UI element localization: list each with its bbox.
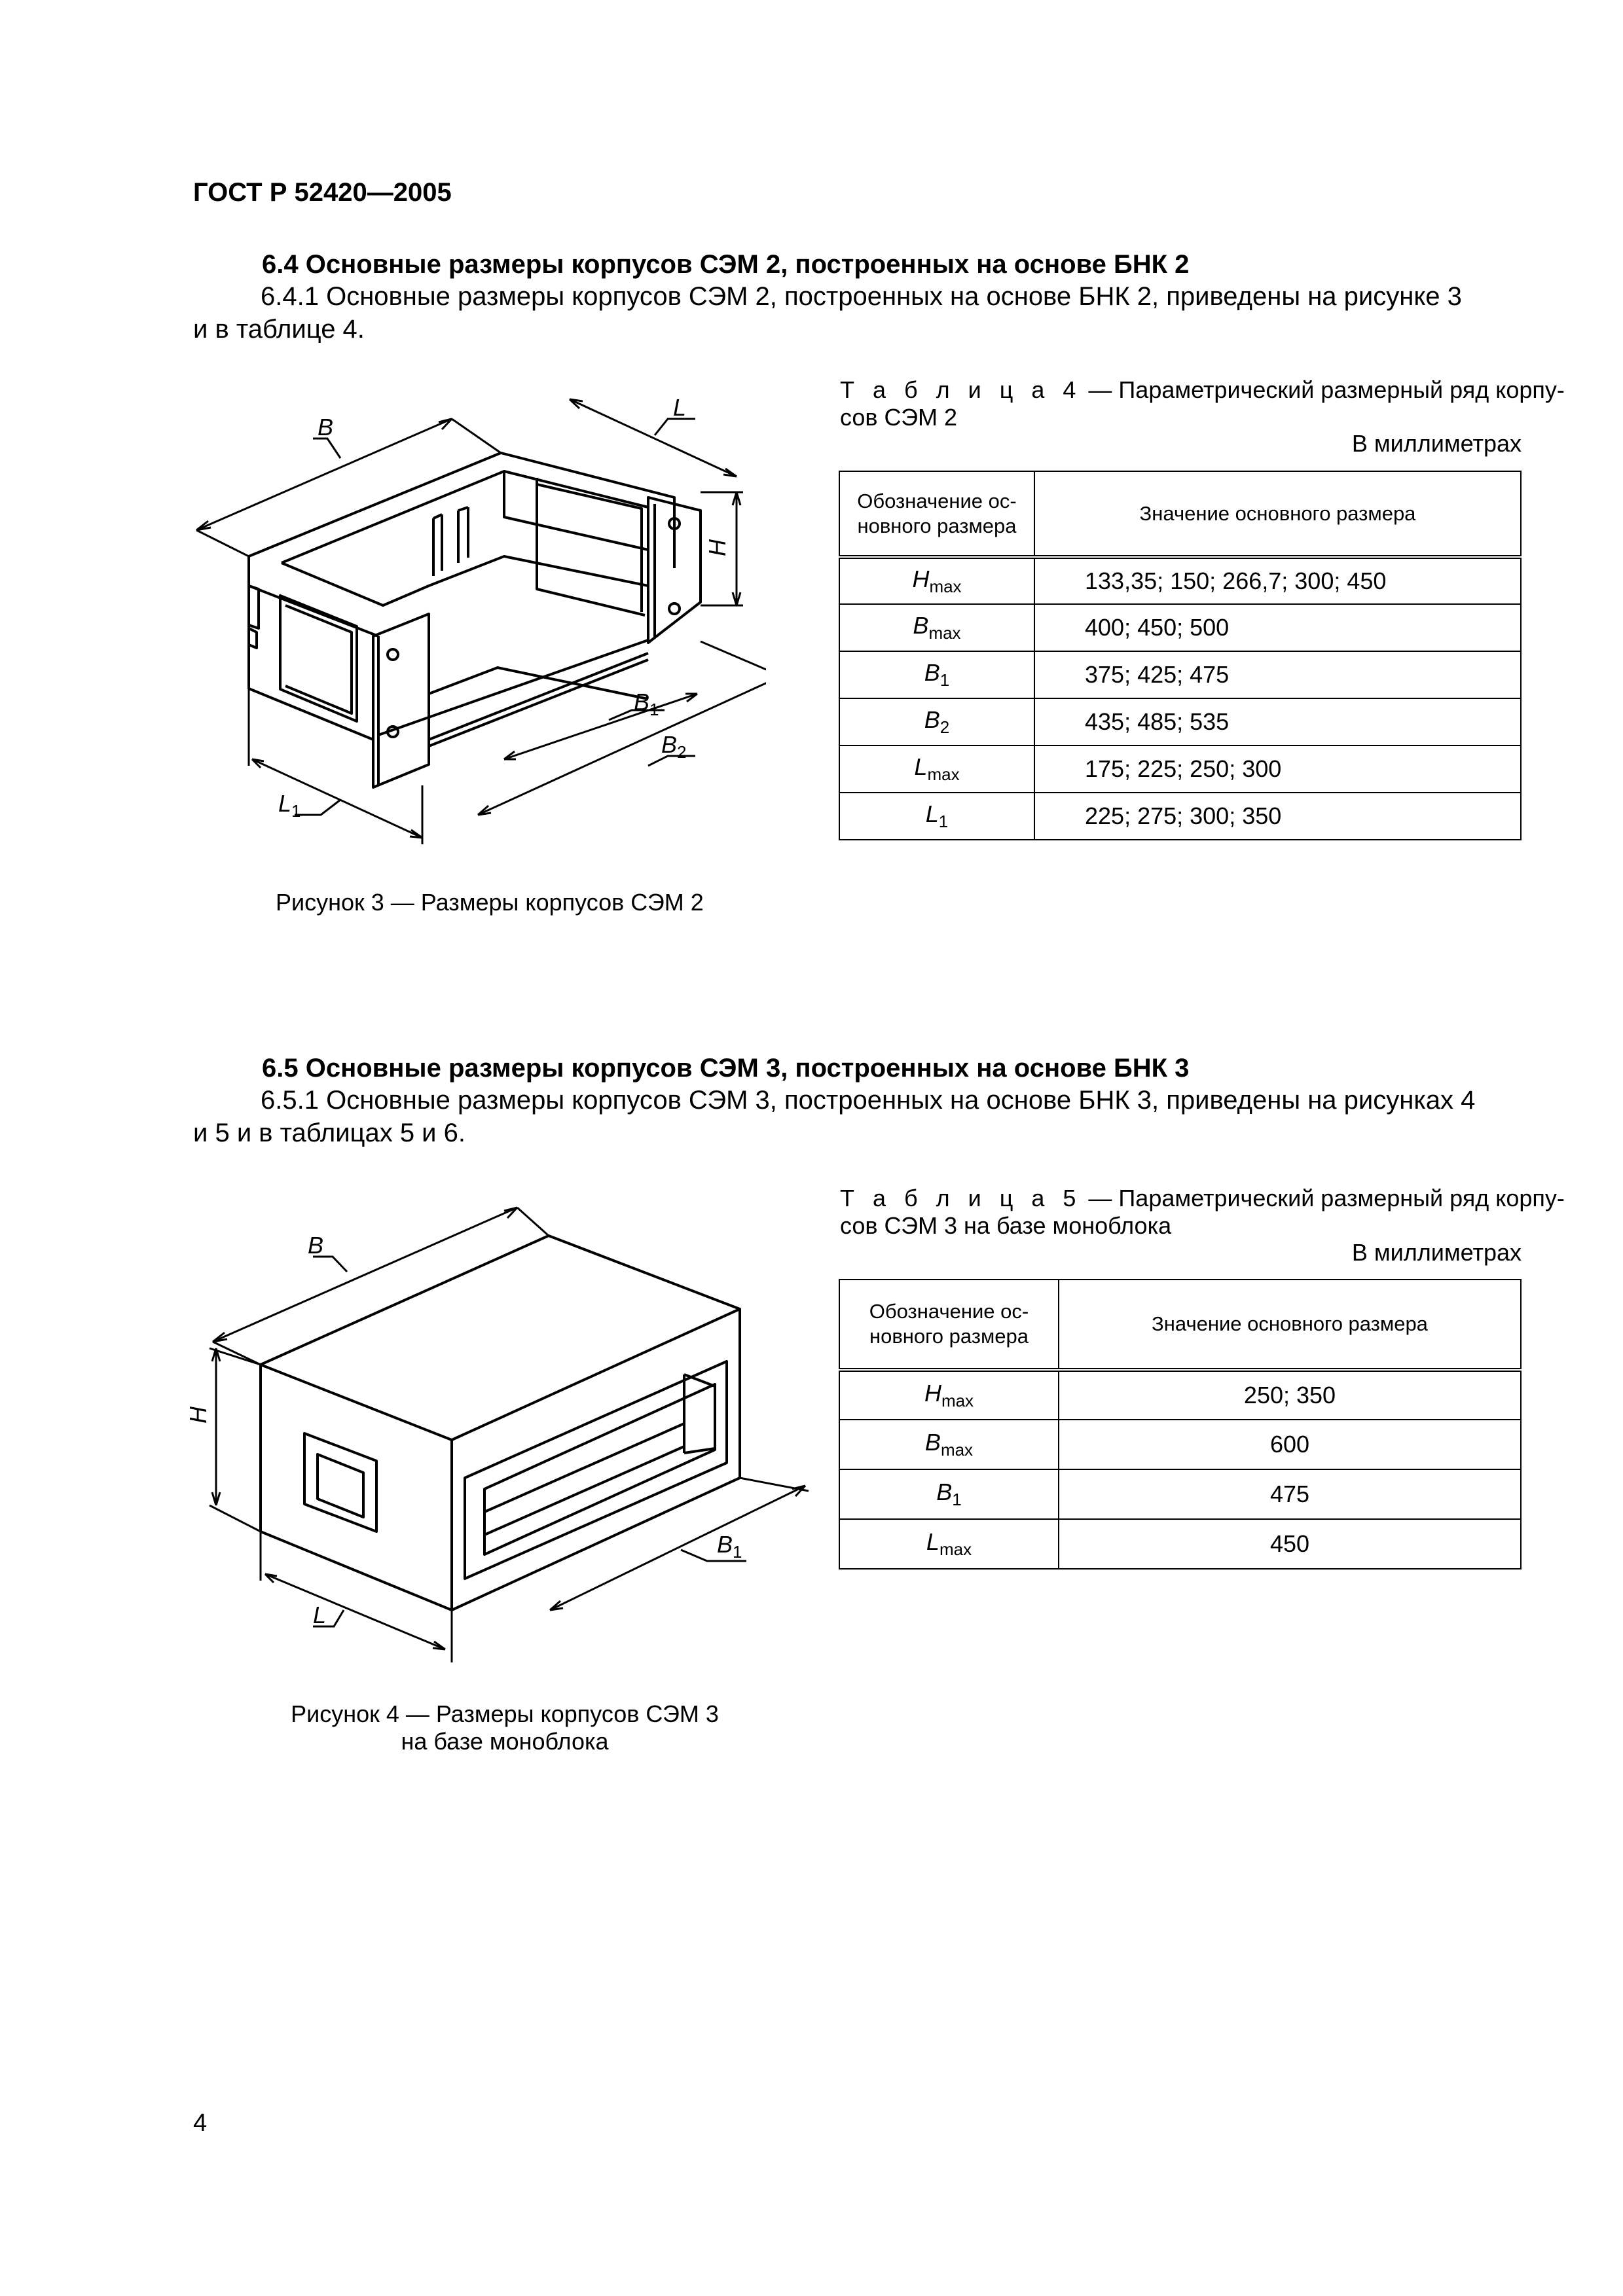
table-4-caption-line2: сов СЭМ 2: [840, 404, 958, 431]
section-6-4-title: 6.4 Основные размеры корпусов СЭМ 2, построенных на основе БНК 2: [262, 250, 1190, 279]
table-5-caption-label: Т а б л и ц а 5: [840, 1185, 1082, 1211]
dimension-value: 475: [1059, 1469, 1521, 1519]
paragraph-line: и 5 и в таблицах 5 и 6.: [193, 1119, 465, 1147]
page-number: 4: [193, 2109, 208, 2137]
label-B: B: [318, 414, 334, 440]
figure-3-drawing: [177, 380, 766, 864]
dimension-value: 450: [1059, 1519, 1521, 1569]
table-4-caption: [840, 376, 1565, 431]
dimension-symbol: $L_1$: [839, 793, 1034, 840]
table-5-units: В миллиметрах: [1351, 1239, 1522, 1266]
table-4-units: В миллиметрах: [1351, 430, 1522, 457]
table-5-caption-text: — Параметрический размерный ряд корпу-: [1082, 1185, 1565, 1211]
table-5-header-value: Значение основного размера: [1059, 1280, 1521, 1370]
table-4-caption-text: — Параметрический размерный ряд корпу-: [1082, 376, 1565, 403]
table-row: [839, 1420, 1521, 1469]
table-row: [839, 698, 1521, 745]
table-row: [839, 1370, 1521, 1420]
box-top: [261, 1236, 740, 1440]
header-line: новного размера: [869, 1325, 1029, 1348]
label-L: L: [673, 394, 687, 421]
header-line: Обозначение ос-: [869, 1300, 1029, 1323]
table-row: [839, 793, 1521, 840]
dimension-value: 375; 425; 475: [1034, 651, 1521, 698]
label-B1: $B_1$: [634, 689, 659, 719]
dimension-line-L1: [252, 759, 422, 838]
dimension-value: 175; 225; 250; 300: [1034, 745, 1521, 793]
table-5-caption: [840, 1185, 1565, 1240]
section-6-5-title: 6.5 Основные размеры корпусов СЭМ 3, построенных на основе БНК 3: [262, 1054, 1190, 1083]
table-4-caption-label: Т а б л и ц а 4: [840, 376, 1082, 403]
dimension-symbol: $L_{max}$: [839, 1519, 1059, 1569]
table-4-header-value: Значение основного размера: [1034, 471, 1521, 557]
dimension-symbol: $B_1$: [839, 651, 1034, 698]
dimension-value: 435; 485; 535: [1034, 698, 1521, 745]
table-4-header-symbol: [839, 471, 1034, 557]
dimension-symbol: $B_{max}$: [839, 1420, 1059, 1469]
table-row: [839, 745, 1521, 793]
figure-3-caption: Рисунок 3 — Размеры корпусов СЭМ 2: [276, 889, 704, 916]
dimension-line-L: [265, 1574, 445, 1649]
dimension-symbol: $H_{max}$: [839, 1370, 1059, 1420]
left-bracket-window: [280, 596, 357, 721]
dimension-symbol: $B_1$: [839, 1469, 1059, 1519]
dimension-symbol: $B_{max}$: [839, 604, 1034, 651]
table-5-caption-line2: сов СЭМ 3 на базе моноблока: [840, 1212, 1172, 1239]
figure-4-caption-line2: на базе моноблока: [401, 1728, 609, 1755]
label-L1: $L_1$: [278, 790, 301, 821]
paragraph-line: и в таблице 4.: [193, 315, 365, 344]
table-row: [839, 651, 1521, 698]
label-L: L: [313, 1602, 327, 1628]
table-row: [839, 1519, 1521, 1569]
mounting-hole: [669, 603, 680, 614]
document-header: ГОСТ Р 52420—2005: [193, 178, 452, 207]
frame-top-inner-front: [282, 563, 429, 605]
header-line: новного размера: [857, 514, 1017, 537]
label-B: B: [308, 1232, 324, 1259]
label-B1: $B_1$: [717, 1531, 742, 1562]
dimension-symbol: $B_2$: [839, 698, 1034, 745]
dimension-line-B2: [478, 674, 766, 815]
header-line: Обозначение ос-: [857, 489, 1017, 512]
paragraph-line: 6.5.1 Основные размеры корпусов СЭМ 3, построенных на основе БНК 3, приведены на рисунках 4: [261, 1086, 1476, 1115]
paragraph-line: 6.4.1 Основные размеры корпусов СЭМ 2, построенных на основе БНК 2, приведены на рисунке 3: [261, 282, 1462, 311]
dimension-value: 600: [1059, 1420, 1521, 1469]
section-6-5-paragraph: [193, 1084, 1475, 1149]
frame-top-inner: [282, 471, 648, 563]
side-window-inner: [318, 1454, 363, 1517]
side-window-outer: [304, 1433, 376, 1532]
left-bracket-outline: [249, 556, 373, 740]
dimension-symbol: $H_{max}$: [839, 557, 1034, 604]
label-H: H: [185, 1407, 211, 1424]
front-panel: [373, 614, 429, 787]
table-row: [839, 604, 1521, 651]
label-H: H: [704, 539, 731, 556]
dimension-symbol: $L_{max}$: [839, 745, 1034, 793]
figure-4-caption-line1: Рисунок 4 — Размеры корпусов СЭМ 3: [291, 1700, 719, 1727]
figure-4-caption: [276, 1700, 734, 1755]
table-5: [839, 1279, 1522, 1570]
table-5-header-symbol: [839, 1280, 1059, 1370]
table-row: [839, 1469, 1521, 1519]
dimension-line-B: [213, 1208, 517, 1342]
dimension-value: 225; 275; 300; 350: [1034, 793, 1521, 840]
section-6-4-paragraph: [193, 280, 1462, 346]
mounting-hole: [388, 649, 398, 660]
label-B2: $B_2$: [661, 731, 687, 762]
dimension-line-L: [570, 399, 737, 476]
dimension-value: 133,35; 150; 266,7; 300; 450: [1034, 557, 1521, 604]
dimension-value: 250; 350: [1059, 1370, 1521, 1420]
figure-4-drawing: [177, 1191, 818, 1689]
dimension-value: 400; 450; 500: [1034, 604, 1521, 651]
table-4: [839, 471, 1522, 840]
table-row: [839, 557, 1521, 604]
